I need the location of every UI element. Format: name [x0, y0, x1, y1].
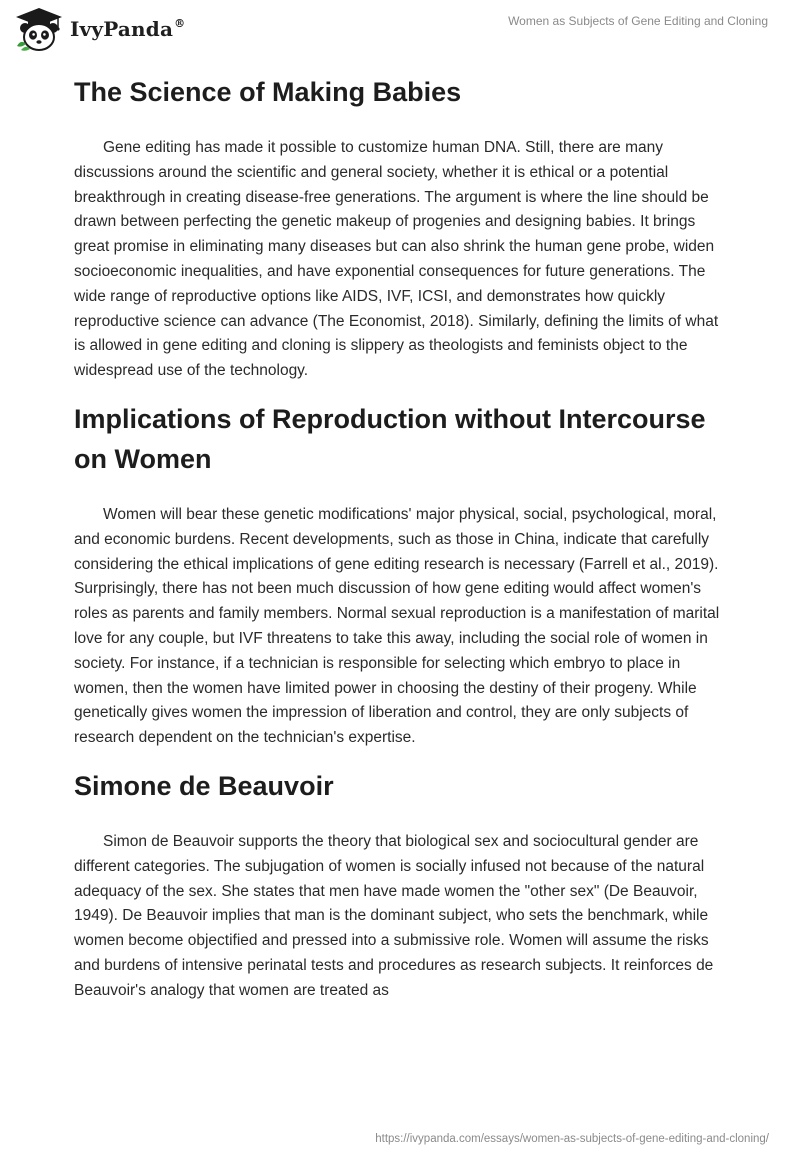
essay-content	[74, 68, 730, 1004]
ivypanda-logo[interactable]	[14, 6, 185, 52]
logo-wordmark	[70, 17, 185, 41]
section-heading: The Science of Making Babies	[74, 77, 462, 107]
section-heading: Simone de Beauvoir	[74, 770, 334, 801]
section-paragraph: Women will bear these genetic modifications' major physical, social, psychological, moral, and economic burdens. Recent developments, such as those in China, indicate that carefully considering the ethical implications of gene editing research is necessary (Farrell et al., 2019). Surprisingly, there has not been much discussion of how gene editing would affect women's roles as parents and family members. Normal sexual reproduction is a manifestation of marital love for any couple, but IVF threatens to take this away, including the social role of women in society. For instance, if a technician is responsible for selecting which embryo to place in women, then the women have limited power in choosing the destiny of their progeny. While genetically gives women the impression of liberation and control, they are only subjects of research dependent on the technician's expertise.	[74, 505, 720, 747]
section-paragraph: Simon de Beauvoir supports the theory that biological sex and sociocultural gender are different categories. The subjugation of women is socially infused not because of the natural adequacy of the sex. She states that men have made women the "other sex" (De Beauvoir, 1949). De Beauvoir implies that man is the dominant subject, who sets the benchmark, while women become objectified and pressed into a submissive role. Women will assume the risks and burdens of intensive perinatal tests and procedures as research subjects. It reinforces de Beauvoir's analogy that women are treated as	[74, 832, 714, 999]
section-paragraph: Gene editing has made it possible to customize human DNA. Still, there are many discussions around the scientific and general society, whether it is ethical or a potential breakthrough in creating disease-free generations. The argument is where the line should be drawn between perfecting the genetic makeup of progenies and designing babies. It brings great promise in eliminating many diseases but can also shrink the human gene probe, widen socioeconomic inequalities, and have exponential consequences for future generations. The wide range of reproductive options like AIDS, IVF, ICSI, and demonstrates how quickly reproductive science can advance (The Economist, 2018). Similarly, defining the limits of what is allowed in gene editing and cloning is slippery as theologists and feminists object to the widespread use of the technology.	[74, 139, 719, 380]
section-heading: Implications of Reproduction without Intercourse on Women	[74, 403, 706, 474]
source-url[interactable]: https://ivypanda.com/essays/women-as-subjects-of-gene-editing-and-cloning/	[375, 1133, 769, 1145]
logo-text: IvyPanda	[70, 17, 174, 41]
registered-mark: ®	[174, 17, 186, 30]
document-title: Women as Subjects of Gene Editing and Cloning	[508, 14, 768, 28]
page-header	[0, 0, 800, 64]
panda-graduation-cap-icon	[14, 6, 64, 52]
